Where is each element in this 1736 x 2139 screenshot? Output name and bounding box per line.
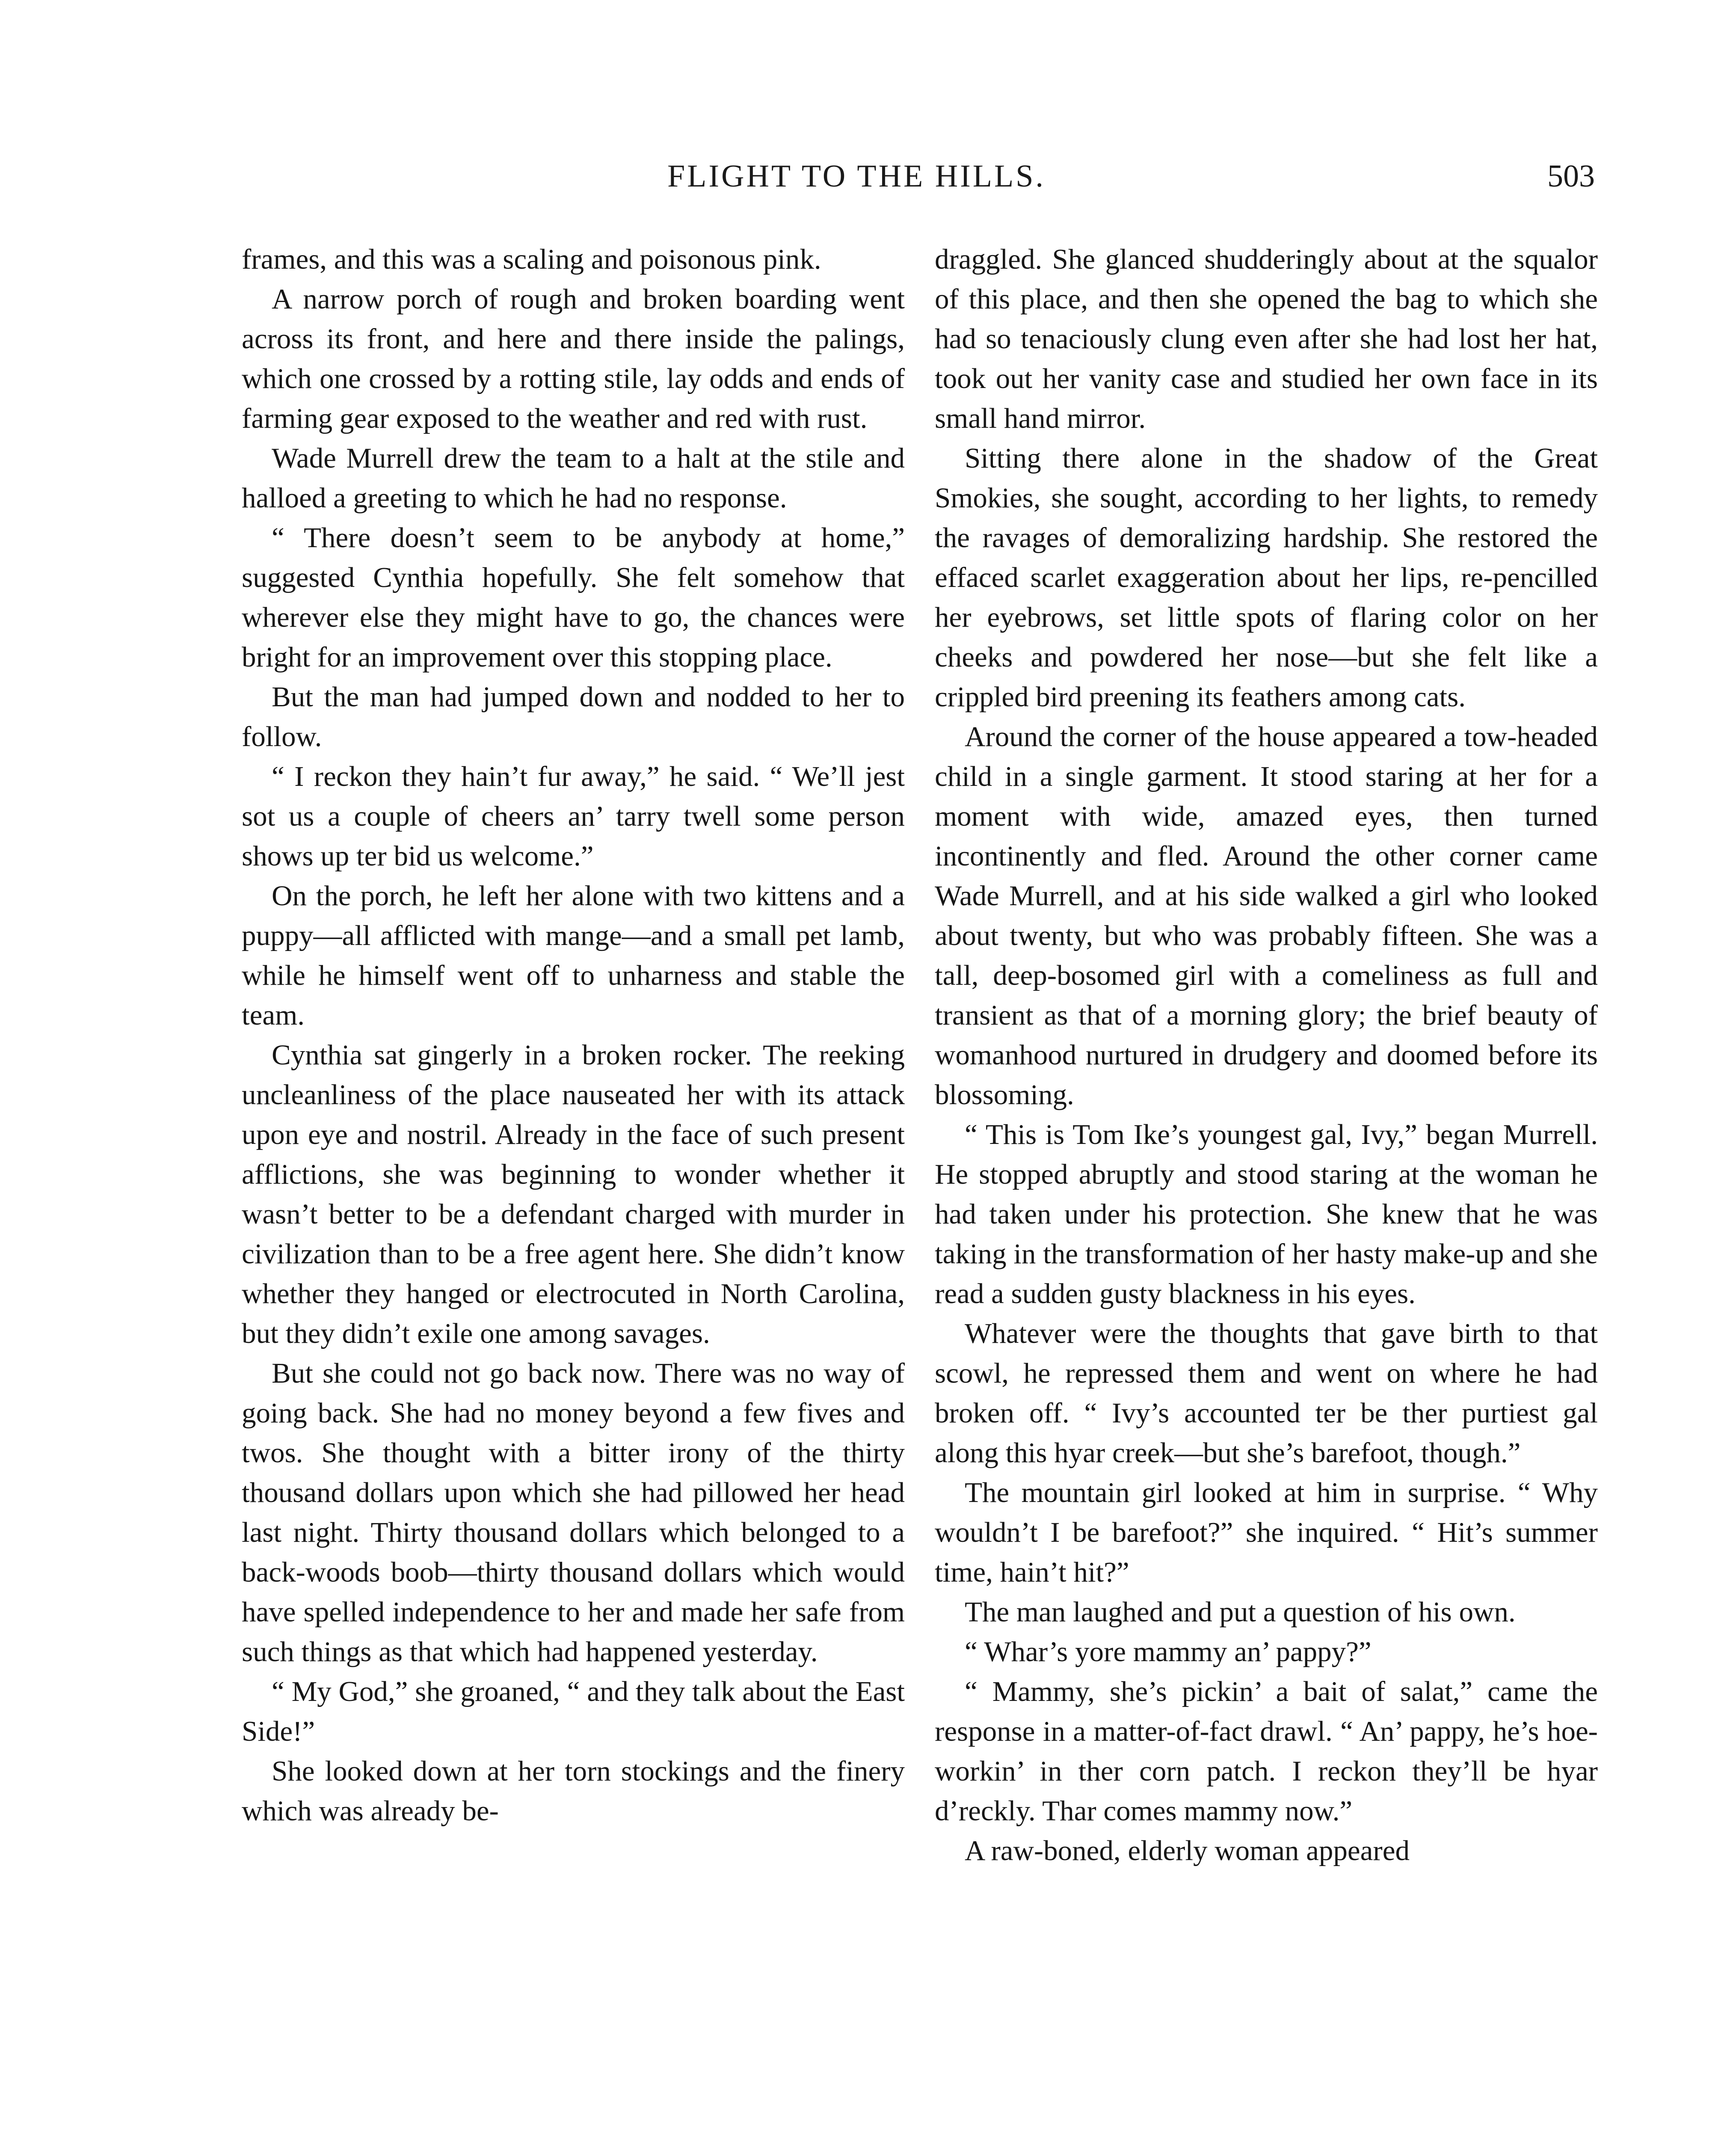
paragraph: “ I reckon they hain’t fur away,” he said. “ We’ll jest sot us a couple of cheers an’ tarry twell some person shows up ter bid us welcome.” [242,761,905,872]
paragraph: But the man had jumped down and nodded to her to follow. [242,681,905,753]
paragraph: But she could not go back now. There was no way of going back. She had no money beyond a few fives and twos. She thought with a bitter irony of the thirty thousand dollars upon which she had pillowed her head last night. Thirty thousand dollars which belonged to a back-woods boob—thirty thousand dollars which would have spelled independence to her and made her safe from such things as that which had happened yesterday. [242,1357,905,1668]
paragraph: “ There doesn’t seem to be anybody at home,” suggested Cynthia hopefully. She felt somehow that wherever else they might have to go, the chances were bright for an improvement over this stopping place. [242,522,905,673]
paragraph: frames, and this was a scaling and poisonous pink. [242,243,821,275]
paragraph: “ Mammy, she’s pickin’ a bait of salat,” came the response in a matter-of-fact drawl. “ An’ pappy, he’s hoe-workin’ in ther corn patch. I reckon they’ll be hyar d’reckly. Thar comes mammy now.” [935,1676,1598,1827]
paragraph: Wade Murrell drew the team to a halt at the stile and halloed a greeting to which he had no response. [242,442,905,514]
running-title: FLIGHT TO THE HILLS. [667,159,1046,194]
paragraph: A narrow porch of rough and broken boarding went across its front, and here and there inside the palings, which one crossed by a rotting stile, lay odds and ends of farming gear exposed to the weather and red with rust. [242,283,905,434]
paragraph: “ Whar’s yore mammy an’ pappy?” [965,1636,1372,1668]
paragraph: The man laughed and put a question of his own. [965,1596,1516,1628]
right-column [935,240,1598,1871]
paragraph: “ This is Tom Ike’s youngest gal, Ivy,” began Murrell. He stopped abruptly and stood staring at the woman he had taken under his protection. She knew that he was taking in the transformation of her hasty make-up and she read a sudden gusty blackness in his eyes. [935,1119,1598,1309]
paragraph: She looked down at her torn stockings and the finery which was already be- [242,1755,905,1827]
paragraph: Whatever were the thoughts that gave birth to that scowl, he repressed them and went on where he had broken off. “ Ivy’s accounted ter be ther purtiest gal along this hyar creek—but she’s barefoot, though.” [935,1318,1598,1469]
page-number: 503 [1547,159,1595,194]
paragraph: “ My God,” she groaned, “ and they talk about the East Side!” [242,1676,905,1747]
left-column [242,240,905,1831]
paragraph: On the porch, he left her alone with two kittens and a puppy—all afflicted with mange—and a small pet lamb, while he himself went off to unharness and stable the team. [242,880,905,1031]
paragraph: A raw-boned, elderly woman appeared [965,1835,1410,1866]
paragraph: draggled. She glanced shudderingly about at the squalor of this place, and then she opened the bag to which she had so tenaciously clung even after she had lost her hat, took out her vanity case and studied her own face in its small hand mirror. [935,243,1598,434]
paragraph: The mountain girl looked at him in surprise. “ Why wouldn’t I be barefoot?” she inquired. “ Hit’s summer time, hain’t hit?” [935,1477,1598,1588]
paragraph: Around the corner of the house appeared a tow-headed child in a single garment. It stood staring at her for a moment with wide, amazed eyes, then turned incontinently and fled. Around the other corner came Wade Murrell, and at his side walked a girl who looked about twenty, but who was probably fifteen. She was a tall, deep-bosomed girl with a comeliness as full and transient as that of a morning glory; the brief beauty of womanhood nurtured in drudgery and doomed before its blossoming. [935,721,1598,1111]
paragraph: Sitting there alone in the shadow of the Great Smokies, she sought, according to her lights, to remedy the ravages of demoralizing hardship. She restored the effaced scarlet exaggeration about her lips, re-pencilled her eyebrows, set little spots of flaring color on her cheeks and powdered her nose—but she felt like a crippled bird preening its feathers among cats. [935,442,1598,713]
paragraph: Cynthia sat gingerly in a broken rocker. The reeking uncleanliness of the place nauseated her with its attack upon eye and nostril. Already in the face of such present afflictions, she was beginning to wonder whether it wasn’t better to be a defendant charged with murder in civilization than to be a free agent here. She didn’t know whether they hanged or electrocuted in North Carolina, but they didn’t exile one among savages. [242,1039,905,1349]
